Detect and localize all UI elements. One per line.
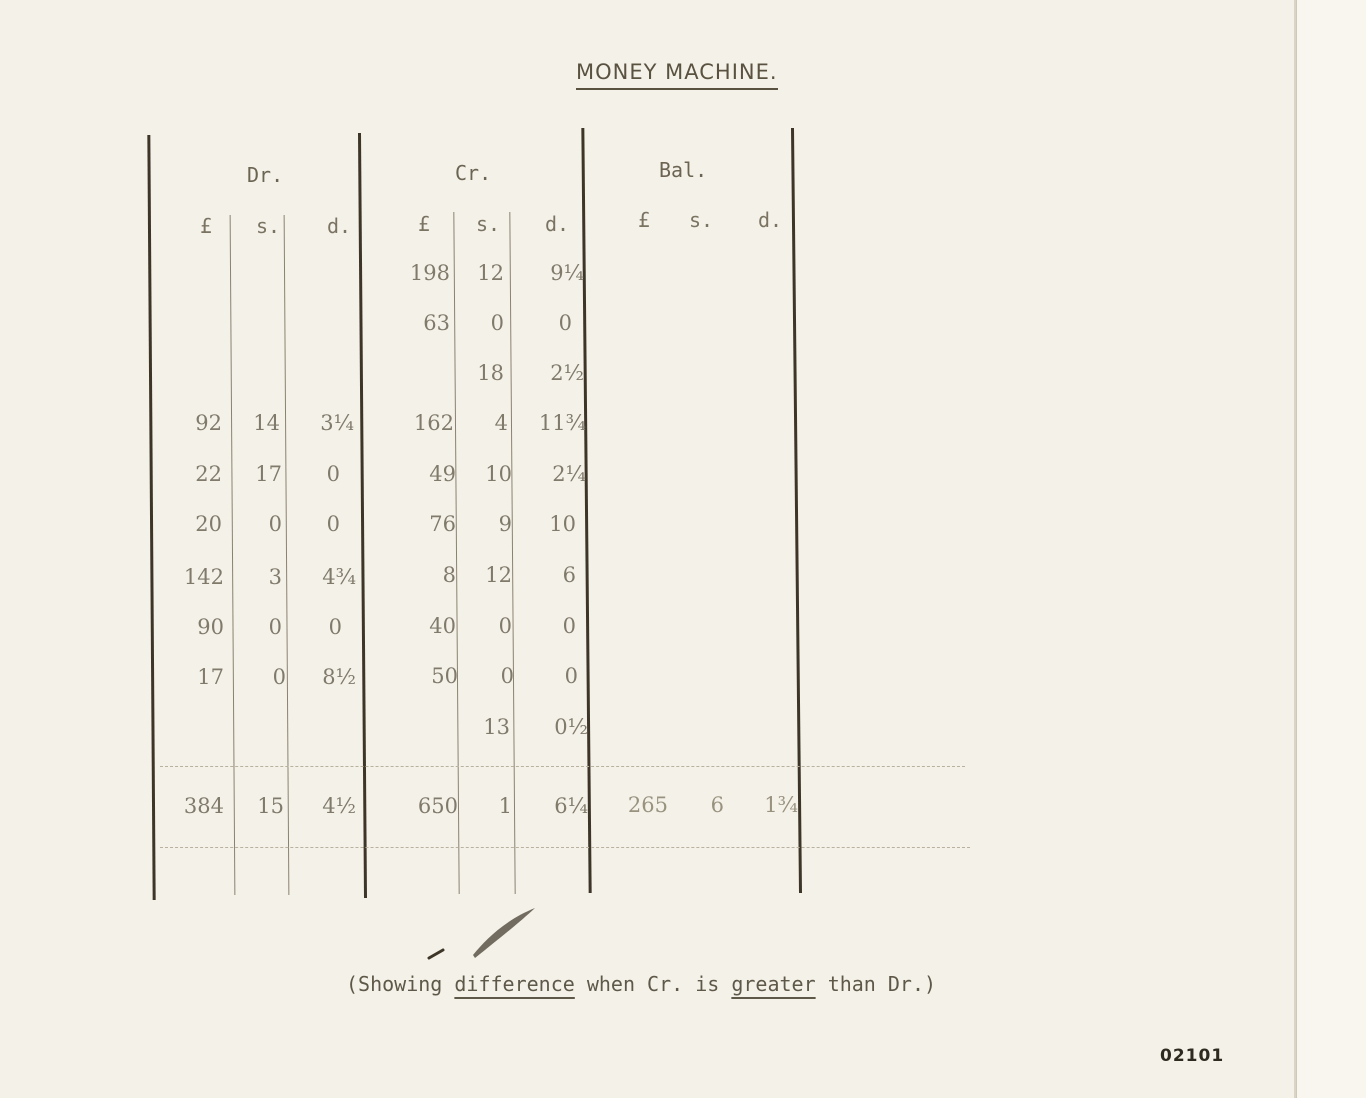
reference-number: 02101 [1160, 1046, 1225, 1066]
dr-shillings-total: 15 [257, 794, 284, 818]
page-title: MONEY MACHINE. [576, 60, 778, 90]
bal-shillings-heading: s. [689, 208, 714, 232]
dr-pence-cell: 3¼ [320, 411, 354, 435]
cr-pounds-cell: 76 [429, 512, 456, 536]
cr-shillings-cell: 4 [494, 411, 508, 435]
dr-pence-cell: 4¾ [322, 565, 356, 589]
cr-pounds-cell: 63 [423, 311, 450, 335]
cr-shillings-cell: 18 [477, 361, 504, 385]
cr-pounds-heading: £ [418, 212, 431, 236]
cr-pence-total: 6¼ [554, 794, 588, 818]
cr-pounds-total: 650 [417, 794, 458, 818]
balance-heading: Bal. [659, 158, 708, 182]
cr-pounds-cell: 162 [413, 411, 454, 435]
dr-shillings-cell: 17 [255, 462, 282, 486]
dr-shillings-cell: 14 [253, 411, 280, 435]
caption-difference: difference [454, 972, 575, 996]
cr-pence-cell: 2¼ [552, 462, 586, 486]
dr-pounds-cell: 17 [197, 665, 224, 689]
cr-pence-cell: 10 [549, 512, 576, 536]
dr-shillings-heading: s. [256, 214, 281, 238]
dr-pounds-cell: 142 [183, 565, 224, 589]
cr-pounds-cell: 40 [429, 614, 456, 638]
dr-shillings-cell: 0 [268, 512, 282, 536]
caption-greater: greater [731, 972, 816, 996]
debit-heading: Dr. [247, 163, 284, 187]
cr-shillings-heading: s. [476, 212, 501, 236]
dr-pence-cell: 0 [328, 615, 342, 639]
cr-shillings-cell: 13 [483, 715, 510, 739]
credit-heading: Cr. [455, 161, 492, 185]
dr-pounds-cell: 20 [195, 512, 222, 536]
cr-pence-cell: 0 [562, 614, 576, 638]
caption [346, 972, 936, 996]
cr-pence-cell: 0 [558, 311, 572, 335]
cr-pence-cell: 2½ [550, 361, 584, 385]
cr-pence-cell: 6 [562, 563, 576, 587]
bal-pounds-heading: £ [638, 208, 651, 232]
totals-rule-bottom [160, 847, 970, 848]
caption-mid: when Cr. is [586, 972, 720, 996]
dr-pounds-cell: 22 [195, 462, 222, 486]
caption-close: than Dr.) [827, 972, 937, 996]
paper-edge-strip [1296, 0, 1366, 1098]
dr-pence-total: 4½ [322, 794, 356, 818]
bal-pence-heading: d. [758, 208, 783, 232]
cr-pounds-cell: 198 [409, 261, 450, 285]
cr-pounds-cell: 50 [431, 664, 458, 688]
cr-pence-cell: 9¼ [550, 261, 584, 285]
pen-stroke-mark [425, 900, 545, 960]
caption-open: (Showing [346, 972, 443, 996]
dr-pence-cell: 0 [326, 462, 340, 486]
cr-shillings-cell: 0 [498, 614, 512, 638]
cr-shillings-total: 1 [498, 794, 512, 818]
cr-pence-cell: 0½ [554, 715, 588, 739]
cr-shillings-cell: 9 [498, 512, 512, 536]
cr-shillings-cell: 0 [490, 311, 504, 335]
cr-shillings-cell: 0 [500, 664, 514, 688]
totals-rule-top [160, 766, 965, 767]
dr-pence-cell: 8½ [322, 665, 356, 689]
bal-shillings-total: 6 [710, 793, 724, 817]
cr-pence-cell: 11¾ [538, 411, 586, 435]
dr-shillings-cell: 0 [268, 615, 282, 639]
dr-pounds-cell: 90 [197, 615, 224, 639]
dr-pence-heading: d. [327, 214, 352, 238]
bal-pounds-total: 265 [627, 793, 668, 817]
bal-pence-total: 1¾ [764, 793, 798, 817]
cr-shillings-cell: 12 [485, 563, 512, 587]
cr-pounds-cell: 49 [429, 462, 456, 486]
cr-shillings-cell: 10 [485, 462, 512, 486]
dr-shillings-cell: 0 [272, 665, 286, 689]
cr-pounds-cell: 8 [442, 563, 456, 587]
dr-pence-cell: 0 [326, 512, 340, 536]
dr-pounds-cell: 92 [195, 411, 222, 435]
cr-pence-heading: d. [545, 212, 570, 236]
cr-shillings-cell: 12 [477, 261, 504, 285]
cr-pence-cell: 0 [564, 664, 578, 688]
dr-shillings-cell: 3 [268, 565, 282, 589]
dr-pounds-total: 384 [183, 794, 224, 818]
dr-pounds-heading: £ [200, 214, 213, 238]
